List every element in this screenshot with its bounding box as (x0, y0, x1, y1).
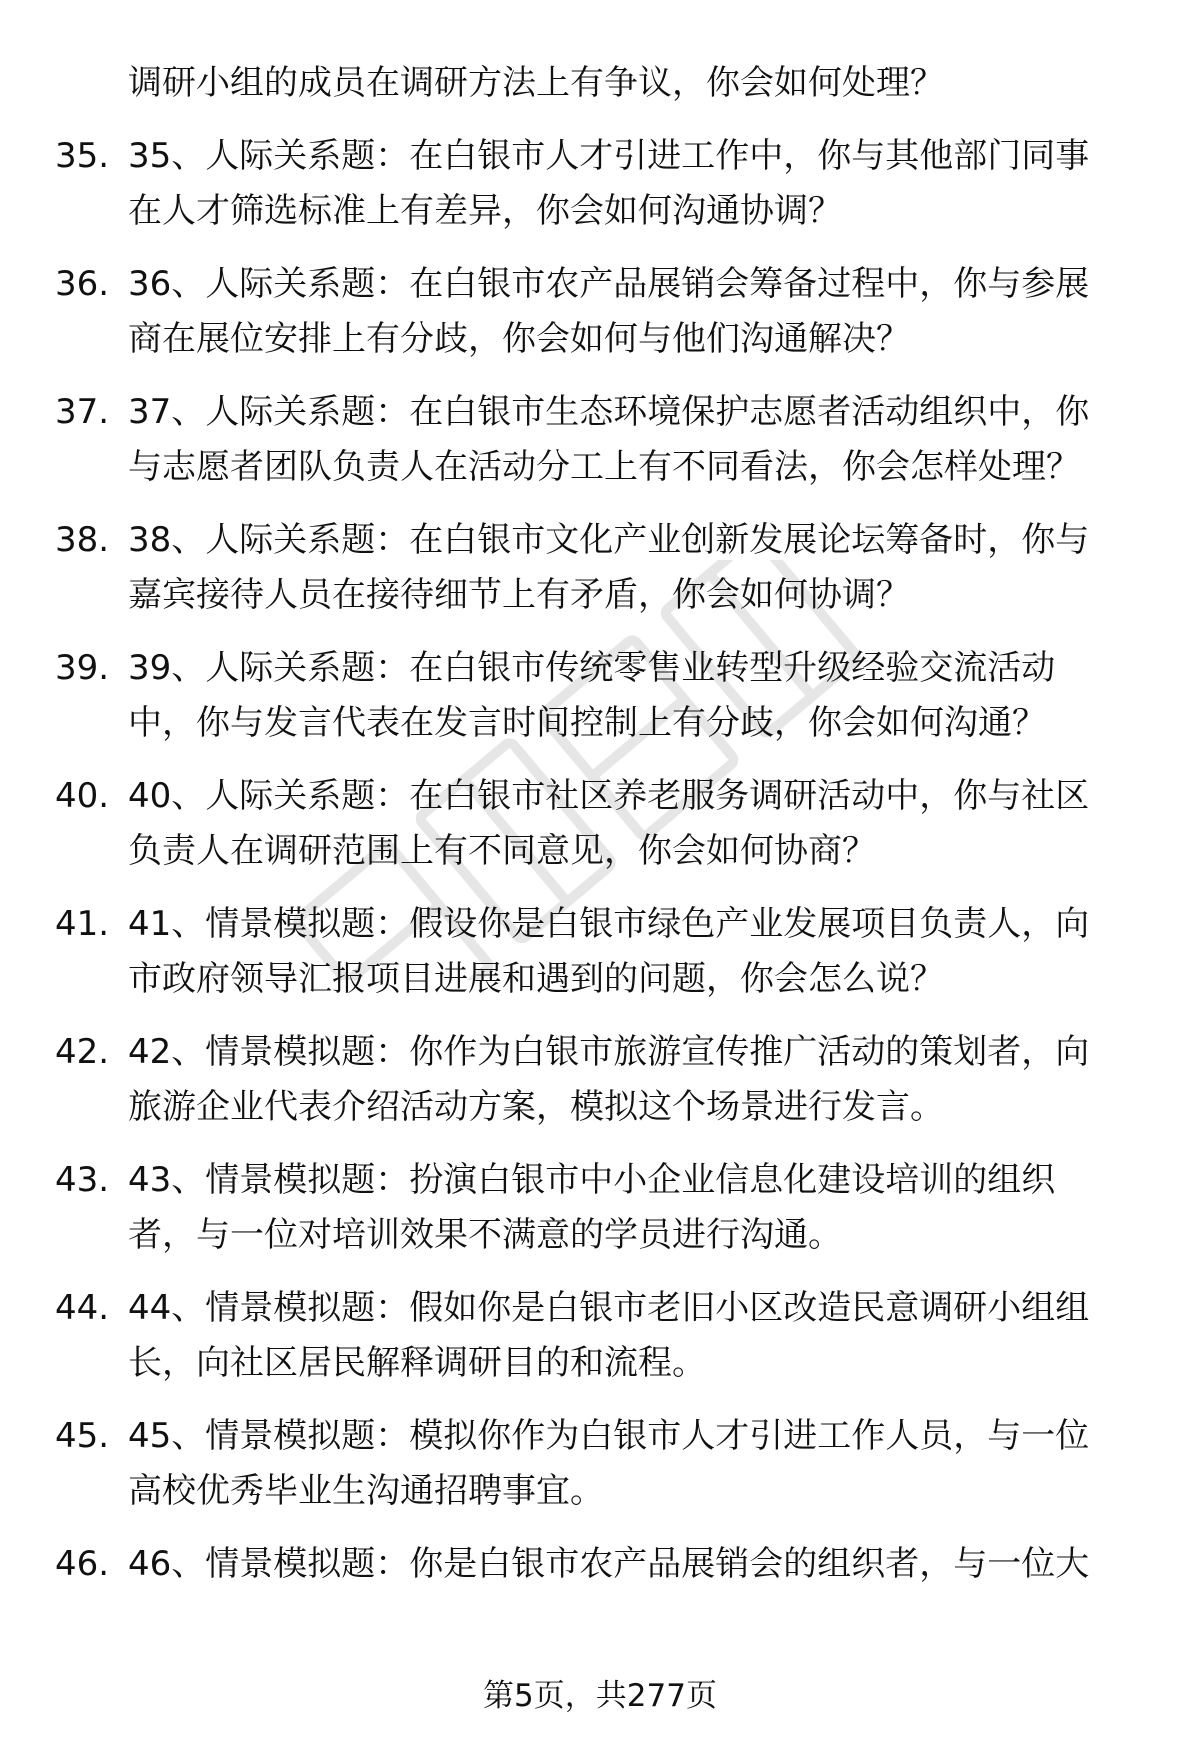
page-number-footer: 第5页，共277页 (483, 1678, 717, 1714)
list-item (0, 641, 1200, 751)
list-item (0, 1153, 1200, 1263)
item-number: 37. (55, 392, 110, 432)
list-item (0, 897, 1200, 1007)
item-text-line-2: 与志愿者团队负责人在活动分工上有不同看法，你会怎样处理？ (128, 447, 1080, 487)
item-text-line-1: 40、人际关系题：在白银市社区养老服务调研活动中，你与社区 (128, 776, 1090, 816)
item-text-line-2: 市政府领导汇报项目进展和遇到的问题，你会怎么说？ (128, 959, 944, 999)
item-text-line-2: 中，你与发言代表在发言时间控制上有分歧，你会如何沟通？ (128, 703, 1046, 743)
item-text-line-1: 43、情景模拟题：扮演白银市中小企业信息化建设培训的组织 (128, 1160, 1056, 1200)
list-item (0, 513, 1200, 623)
item-text-line-2: 商在展位安排上有分歧，你会如何与他们沟通解决？ (128, 319, 910, 359)
continuation-line (0, 56, 1200, 111)
item-text-line-1: 41、情景模拟题：假设你是白银市绿色产业发展项目负责人，向 (128, 904, 1090, 944)
item-text-line-2: 长，向社区居民解释调研目的和流程。 (128, 1343, 706, 1383)
item-number: 38. (55, 520, 110, 560)
item-text-line-2: 者，与一位对培训效果不满意的学员进行沟通。 (128, 1215, 842, 1255)
item-number: 44. (55, 1288, 110, 1328)
item-text-line-1: 42、情景模拟题：你作为白银市旅游宣传推广活动的策划者，向 (128, 1032, 1090, 1072)
item-number: 43. (55, 1160, 110, 1200)
question-list (0, 56, 1200, 1592)
item-number: 41. (55, 904, 110, 944)
item-number: 42. (55, 1032, 110, 1072)
item-text-line-1: 44、情景模拟题：假如你是白银市老旧小区改造民意调研小组组 (128, 1288, 1090, 1328)
item-text-line-1: 39、人际关系题：在白银市传统零售业转型升级经验交流活动 (128, 648, 1056, 688)
item-text-line-2: 在人才筛选标准上有差异，你会如何沟通协调？ (128, 191, 842, 231)
item-text-line-2: 负责人在调研范围上有不同意见，你会如何协商？ (128, 831, 876, 871)
list-item (0, 1281, 1200, 1391)
item-number: 39. (55, 648, 110, 688)
item-number: 45. (55, 1416, 110, 1456)
item-text-line-1: 35、人际关系题：在白银市人才引进工作中，你与其他部门同事 (128, 136, 1090, 176)
item-number: 46. (55, 1544, 110, 1584)
item-text-line-2: 旅游企业代表介绍活动方案，模拟这个场景进行发言。 (128, 1087, 944, 1127)
list-item (0, 257, 1200, 367)
item-text-line-1: 45、情景模拟题：模拟你作为白银市人才引进工作人员，与一位 (128, 1416, 1090, 1456)
continuation-text: 调研小组的成员在调研方法上有争议，你会如何处理？ (128, 63, 944, 103)
item-text-line-1: 38、人际关系题：在白银市文化产业创新发展论坛筹备时，你与 (128, 520, 1090, 560)
list-item (0, 1025, 1200, 1135)
item-text-line-2: 高校优秀毕业生沟通招聘事宜。 (128, 1471, 604, 1511)
item-text-line-1: 36、人际关系题：在白银市农产品展销会筹备过程中，你与参展 (128, 264, 1090, 304)
list-item (0, 769, 1200, 879)
list-item (0, 129, 1200, 239)
item-text-line-1: 46、情景模拟题：你是白银市农产品展销会的组织者，与一位大 (128, 1544, 1090, 1584)
item-text-line-1: 37、人际关系题：在白银市生态环境保护志愿者活动组织中，你 (128, 392, 1090, 432)
list-item (0, 385, 1200, 495)
item-text-line-2: 嘉宾接待人员在接待细节上有矛盾，你会如何协调？ (128, 575, 910, 615)
item-number: 40. (55, 776, 110, 816)
list-item (0, 1409, 1200, 1519)
list-item (0, 1537, 1200, 1592)
item-number: 35. (55, 136, 110, 176)
item-number: 36. (55, 264, 110, 304)
